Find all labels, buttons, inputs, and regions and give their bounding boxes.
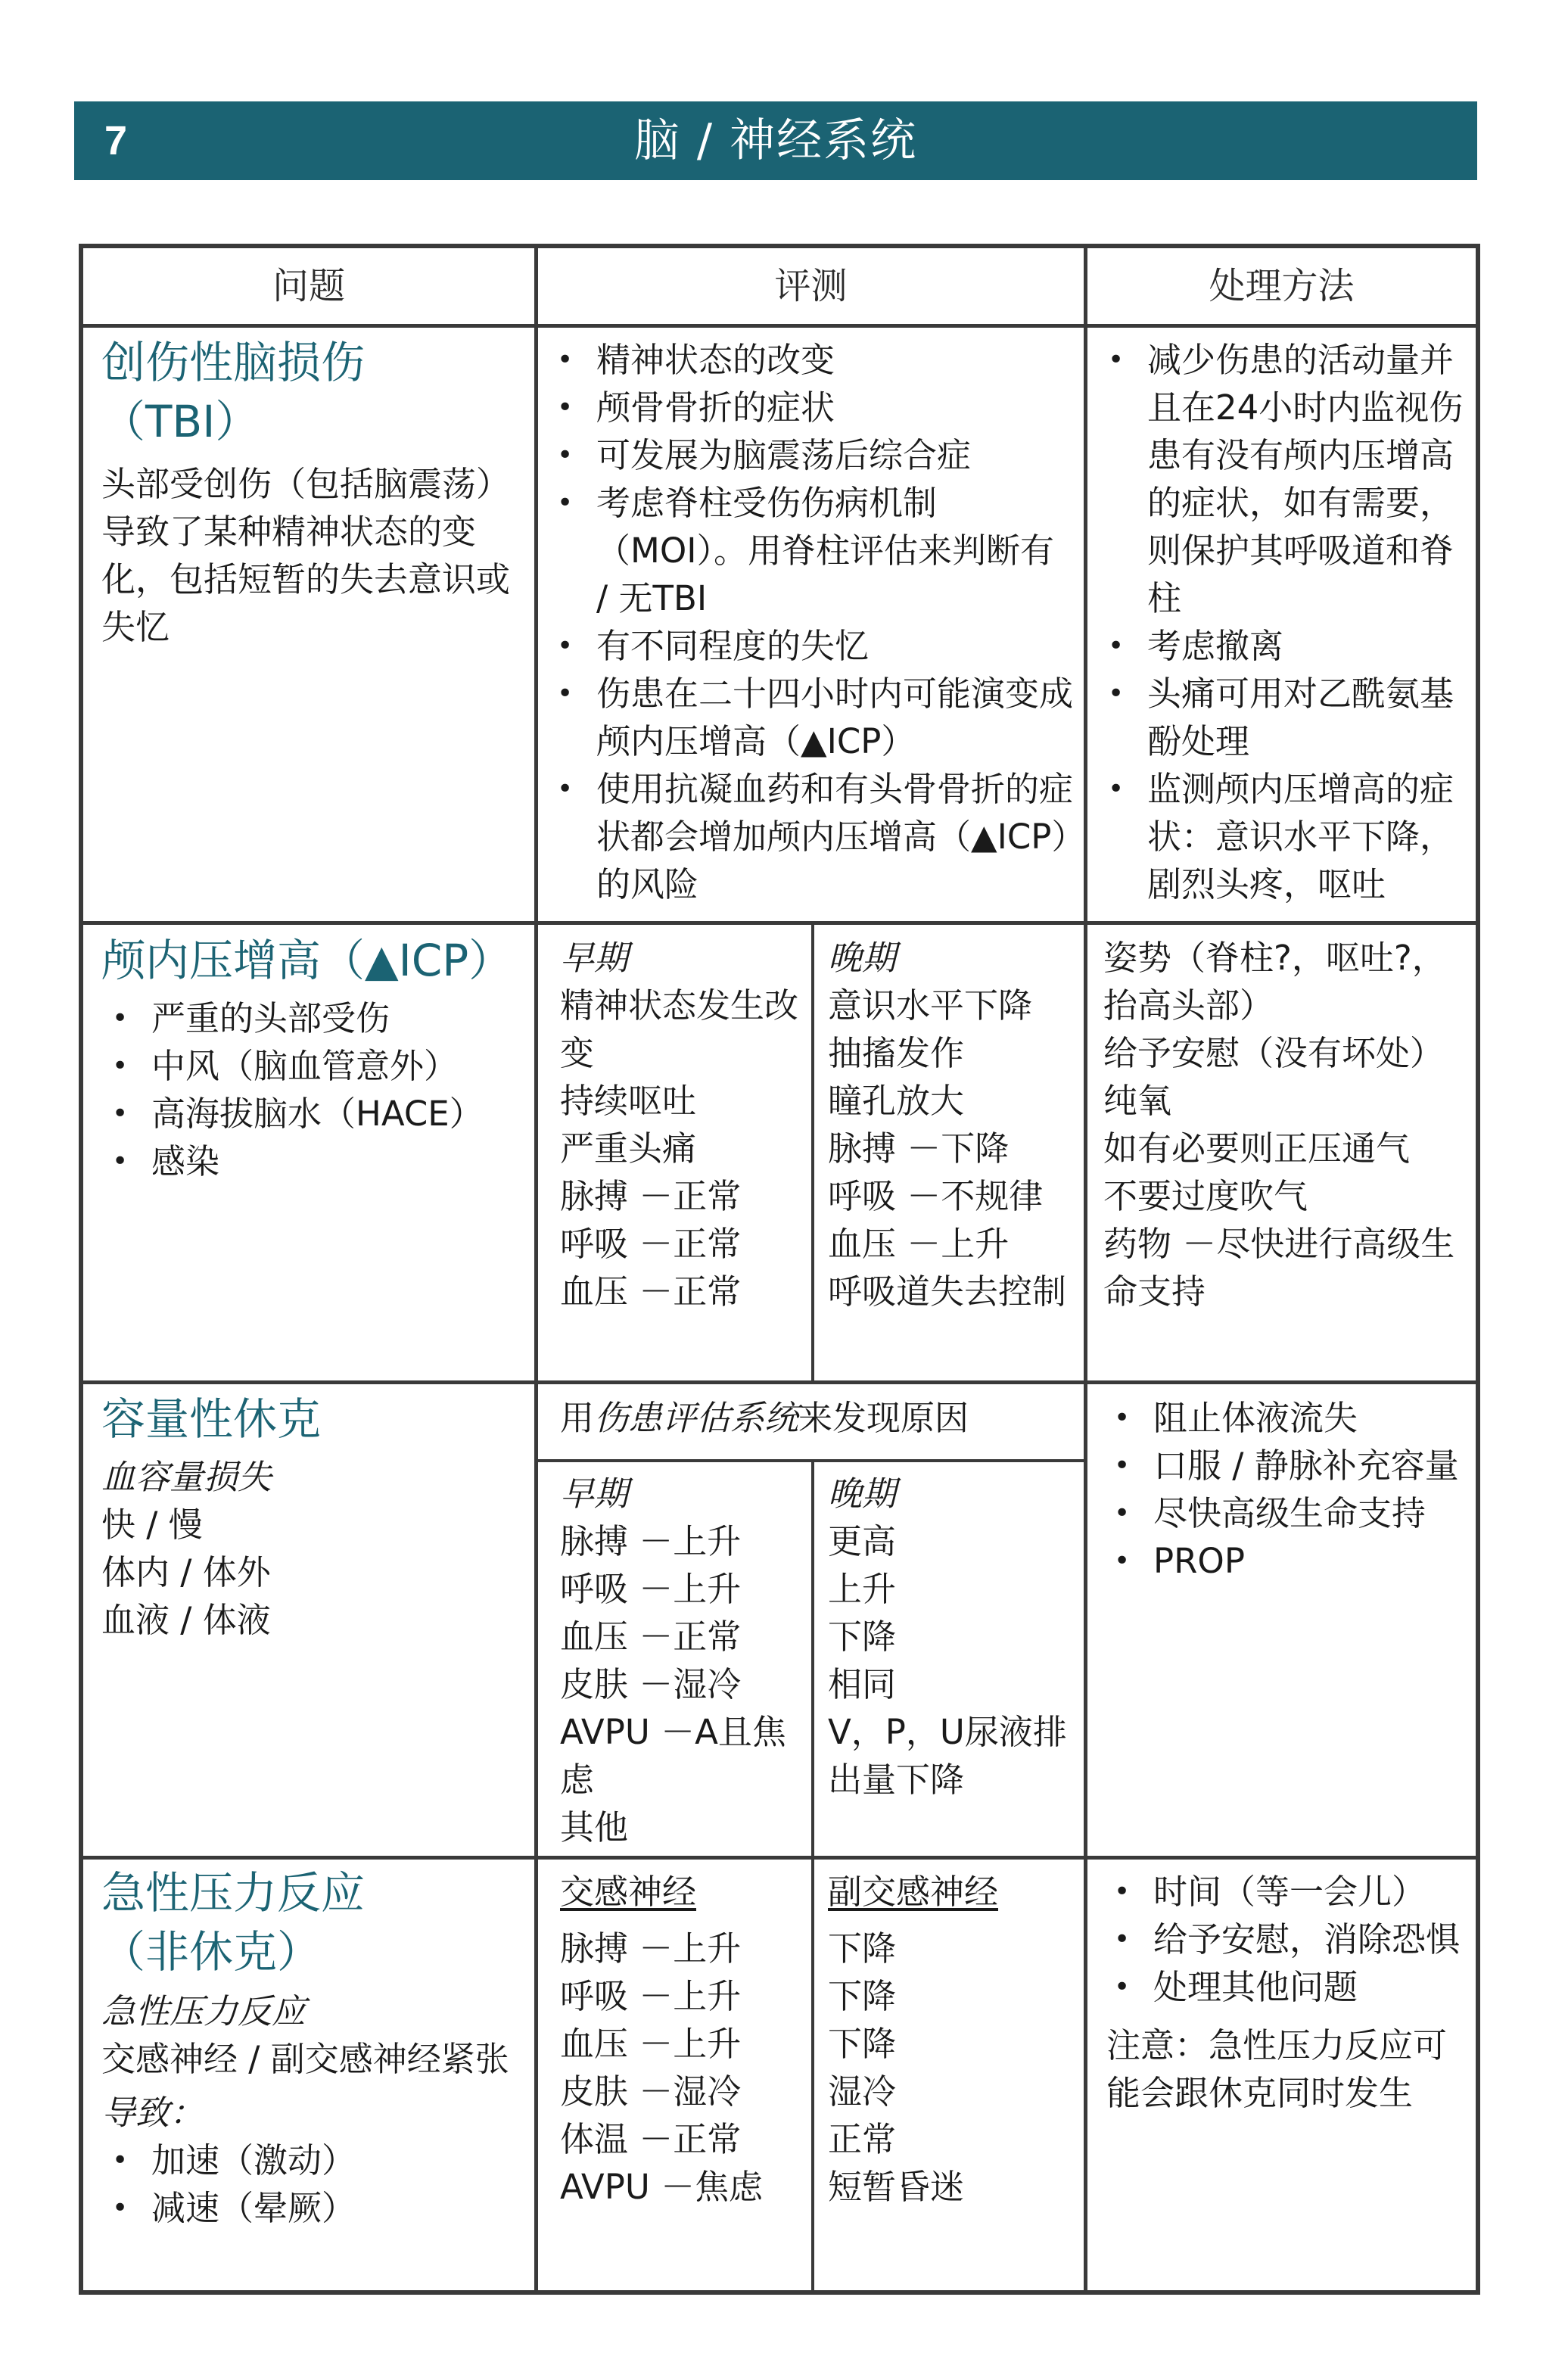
row-divider-1 [83,921,1476,925]
row-divider-header [83,324,1476,328]
list-item: 呼吸 －不规律 [828,1176,1044,1216]
chapter-title: 脑 / 神经系统 [633,114,918,167]
list-item: • 可发展为脑震荡后综合症 [546,431,1076,479]
parasympathetic-label: 副交感神经 [828,1872,999,1912]
list-item: 血液 / 体液 [101,1600,271,1640]
stress-treatment [1103,1868,1467,2117]
list-item: 下降 [828,1976,897,2016]
tbi-description: 头部受创伤（包括脑震荡）导致了某种精神状态的变化，包括短暂的失去意识或失忆 [101,464,511,647]
shock-eval-subdivider-h [536,1459,1084,1462]
list-item: • 尽快高级生命支持 [1103,1489,1470,1537]
list-item: 给予安慰（没有坏处） [1103,1033,1445,1073]
list-item: • 口服 / 静脉补充容量 [1103,1442,1470,1489]
tbi-problem [101,333,525,651]
list-item: 严重头痛 [560,1128,697,1169]
list-item: • 使用抗凝血药和有头骨骨折的症状都会增加颅内压增高（▲ICP）的风险 [546,765,1076,908]
reference-table [79,244,1480,2295]
list-item: 抽搐发作 [828,1033,965,1073]
row-divider-3 [83,1856,1476,1860]
list-item: 药物 －尽快进行高级生命支持 [1103,1224,1455,1312]
list-item: 姿势（脊柱?，呕吐?，抬高头部） [1103,938,1446,1026]
shock-problem [101,1390,525,1644]
list-item: • 有不同程度的失忆 [546,622,1076,670]
tbi-treatment [1097,336,1472,908]
list-item: 下降 [828,1617,897,1657]
list-item: 呼吸 －上升 [560,1976,742,2016]
shock-early-label: 早期 [560,1474,629,1514]
col-divider-1 [534,248,538,2290]
list-item: • 监测颅内压增高的症状：意识水平下降，剧烈头疼，呕吐 [1097,765,1472,908]
list-item: 呼吸 －正常 [560,1224,742,1264]
list-item: • 给予安慰，消除恐惧 [1103,1916,1467,1963]
list-item: • 减速（晕厥） [101,2184,525,2232]
icp-treatment [1103,934,1467,1315]
stress-subdivider [811,1856,814,2290]
list-item: 其他 [560,1807,629,1847]
list-item: • 头痛可用对乙酰氨基酚处理 [1097,670,1472,765]
shock-eval-text: 用 [560,1398,595,1438]
shock-title: 容量性休克 [101,1393,322,1445]
list-item: 呼吸道失去控制 [828,1271,1067,1312]
shock-eval-subdivider-v [811,1459,814,1856]
list-item: 上升 [828,1569,897,1609]
list-item: AVPU －A且焦虑 [560,1712,786,1800]
list-item: • 伤患在二十四小时内可能演变成颅内压增高（▲ICP） [546,670,1076,765]
sympathetic-label: 交感神经 [560,1872,697,1912]
shock-eval-text-end: 来发现原因 [798,1398,969,1438]
stress-title-note: （非休克） [101,1926,322,1978]
stress-cause-label: 导致： [101,2093,204,2133]
stress-description: 交感神经 / 副交感神经紧张 [101,2039,509,2079]
list-item: 短暂昏迷 [828,2167,965,2207]
col-divider-2 [1084,248,1087,2290]
list-item: 如有必要则正压通气 [1103,1128,1411,1169]
list-item: 相同 [828,1664,897,1704]
list-item: 呼吸 －上升 [560,1569,742,1609]
list-item: • 中风（脑血管意外） [101,1042,525,1090]
tbi-title: 创伤性脑损伤 [101,337,366,388]
list-item: 脉搏 －正常 [560,1176,742,1216]
list-item: 意识水平下降 [828,985,1033,1026]
stress-sympathetic [560,1868,802,2211]
list-item: • 减少伤患的活动量并且在24小时内监视伤患有没有颅内压增高的症状，如有需要，则保护其呼吸道和脊柱 [1097,336,1472,622]
list-item: 下降 [828,1928,897,1969]
shock-treatment [1103,1394,1470,1585]
stress-subtitle: 急性压力反应 [101,1991,306,2031]
icp-late [828,934,1078,1315]
list-item: • 时间（等一会儿） [1103,1868,1467,1916]
stress-problem [101,1863,525,2232]
list-item: 血压 －上升 [828,1224,1010,1264]
tbi-abbrev: （TBI） [101,396,260,447]
icp-early [560,934,802,1315]
list-item: V，P，U尿液排出量下降 [828,1712,1067,1800]
row-divider-2 [83,1380,1476,1384]
icp-subdivider [811,921,814,1380]
shock-late [828,1470,1078,1804]
list-item: • 高海拔脑水（HACE） [101,1090,525,1138]
list-item: 正常 [828,2119,897,2159]
list-item: 下降 [828,2024,897,2064]
list-item: • 严重的头部受伤 [101,994,525,1042]
list-item: 脉搏 －下降 [828,1128,1010,1169]
shock-subtitle: 血容量损失 [101,1457,272,1497]
shock-late-label: 晚期 [828,1474,897,1514]
list-item: • 处理其他问题 [1103,1963,1467,2011]
chapter-number: 7 [104,118,128,163]
header-treatment: 处理方法 [1209,265,1355,307]
list-item: 皮肤 －湿冷 [560,2071,742,2112]
list-item: 精神状态发生改变 [560,985,799,1073]
list-item: • 感染 [101,1138,525,1185]
list-item: 脉搏 －上升 [560,1521,742,1561]
list-item: • 精神状态的改变 [546,336,1076,384]
list-item: • 颅骨骨折的症状 [546,384,1076,431]
list-item: • 考虑脊柱受伤伤病机制（MOI）。用脊柱评估来判断有 / 无TBI [546,479,1076,622]
list-item: 快 / 慢 [101,1505,203,1545]
list-item: • 加速（激动） [101,2137,525,2184]
shock-early [560,1470,802,1851]
header-problem: 问题 [272,265,345,307]
list-item: 更高 [828,1521,897,1561]
list-item: 瞳孔放大 [828,1081,965,1121]
list-item: 体温 －正常 [560,2119,742,2159]
icp-problem [101,931,525,1185]
list-item: AVPU －焦虑 [560,2167,764,2207]
stress-note: 注意：急性压力反应可能会跟休克同时发生 [1106,2025,1448,2113]
list-item: 纯氧 [1103,1081,1172,1121]
list-item: 不要过度吹气 [1103,1176,1308,1216]
list-item: 持续呕吐 [560,1081,697,1121]
stress-title: 急性压力反应 [101,1867,366,1919]
list-item: • PROP [1103,1537,1470,1585]
list-item: 脉搏 －上升 [560,1928,742,1969]
list-item: 皮肤 －湿冷 [560,1664,742,1704]
list-item: 体内 / 体外 [101,1552,271,1592]
stress-parasympathetic [828,1868,1078,2211]
list-item: • 考虑撤离 [1097,622,1472,670]
icp-title: 颅内压增高（▲ICP） [101,935,513,986]
shock-eval-intro [560,1394,1075,1442]
header-evaluation: 评测 [774,265,848,307]
tbi-evaluation [546,336,1076,908]
shock-eval-system: 伤患评估系统 [594,1398,799,1438]
list-item: 血压 －正常 [560,1271,742,1312]
chapter-banner [74,101,1477,180]
icp-late-label: 晚期 [828,938,897,978]
list-item: 湿冷 [828,2071,897,2112]
icp-early-label: 早期 [560,938,629,978]
list-item: 血压 －上升 [560,2024,742,2064]
list-item: 血压 －正常 [560,1617,742,1657]
list-item: • 阻止体液流失 [1103,1394,1470,1442]
